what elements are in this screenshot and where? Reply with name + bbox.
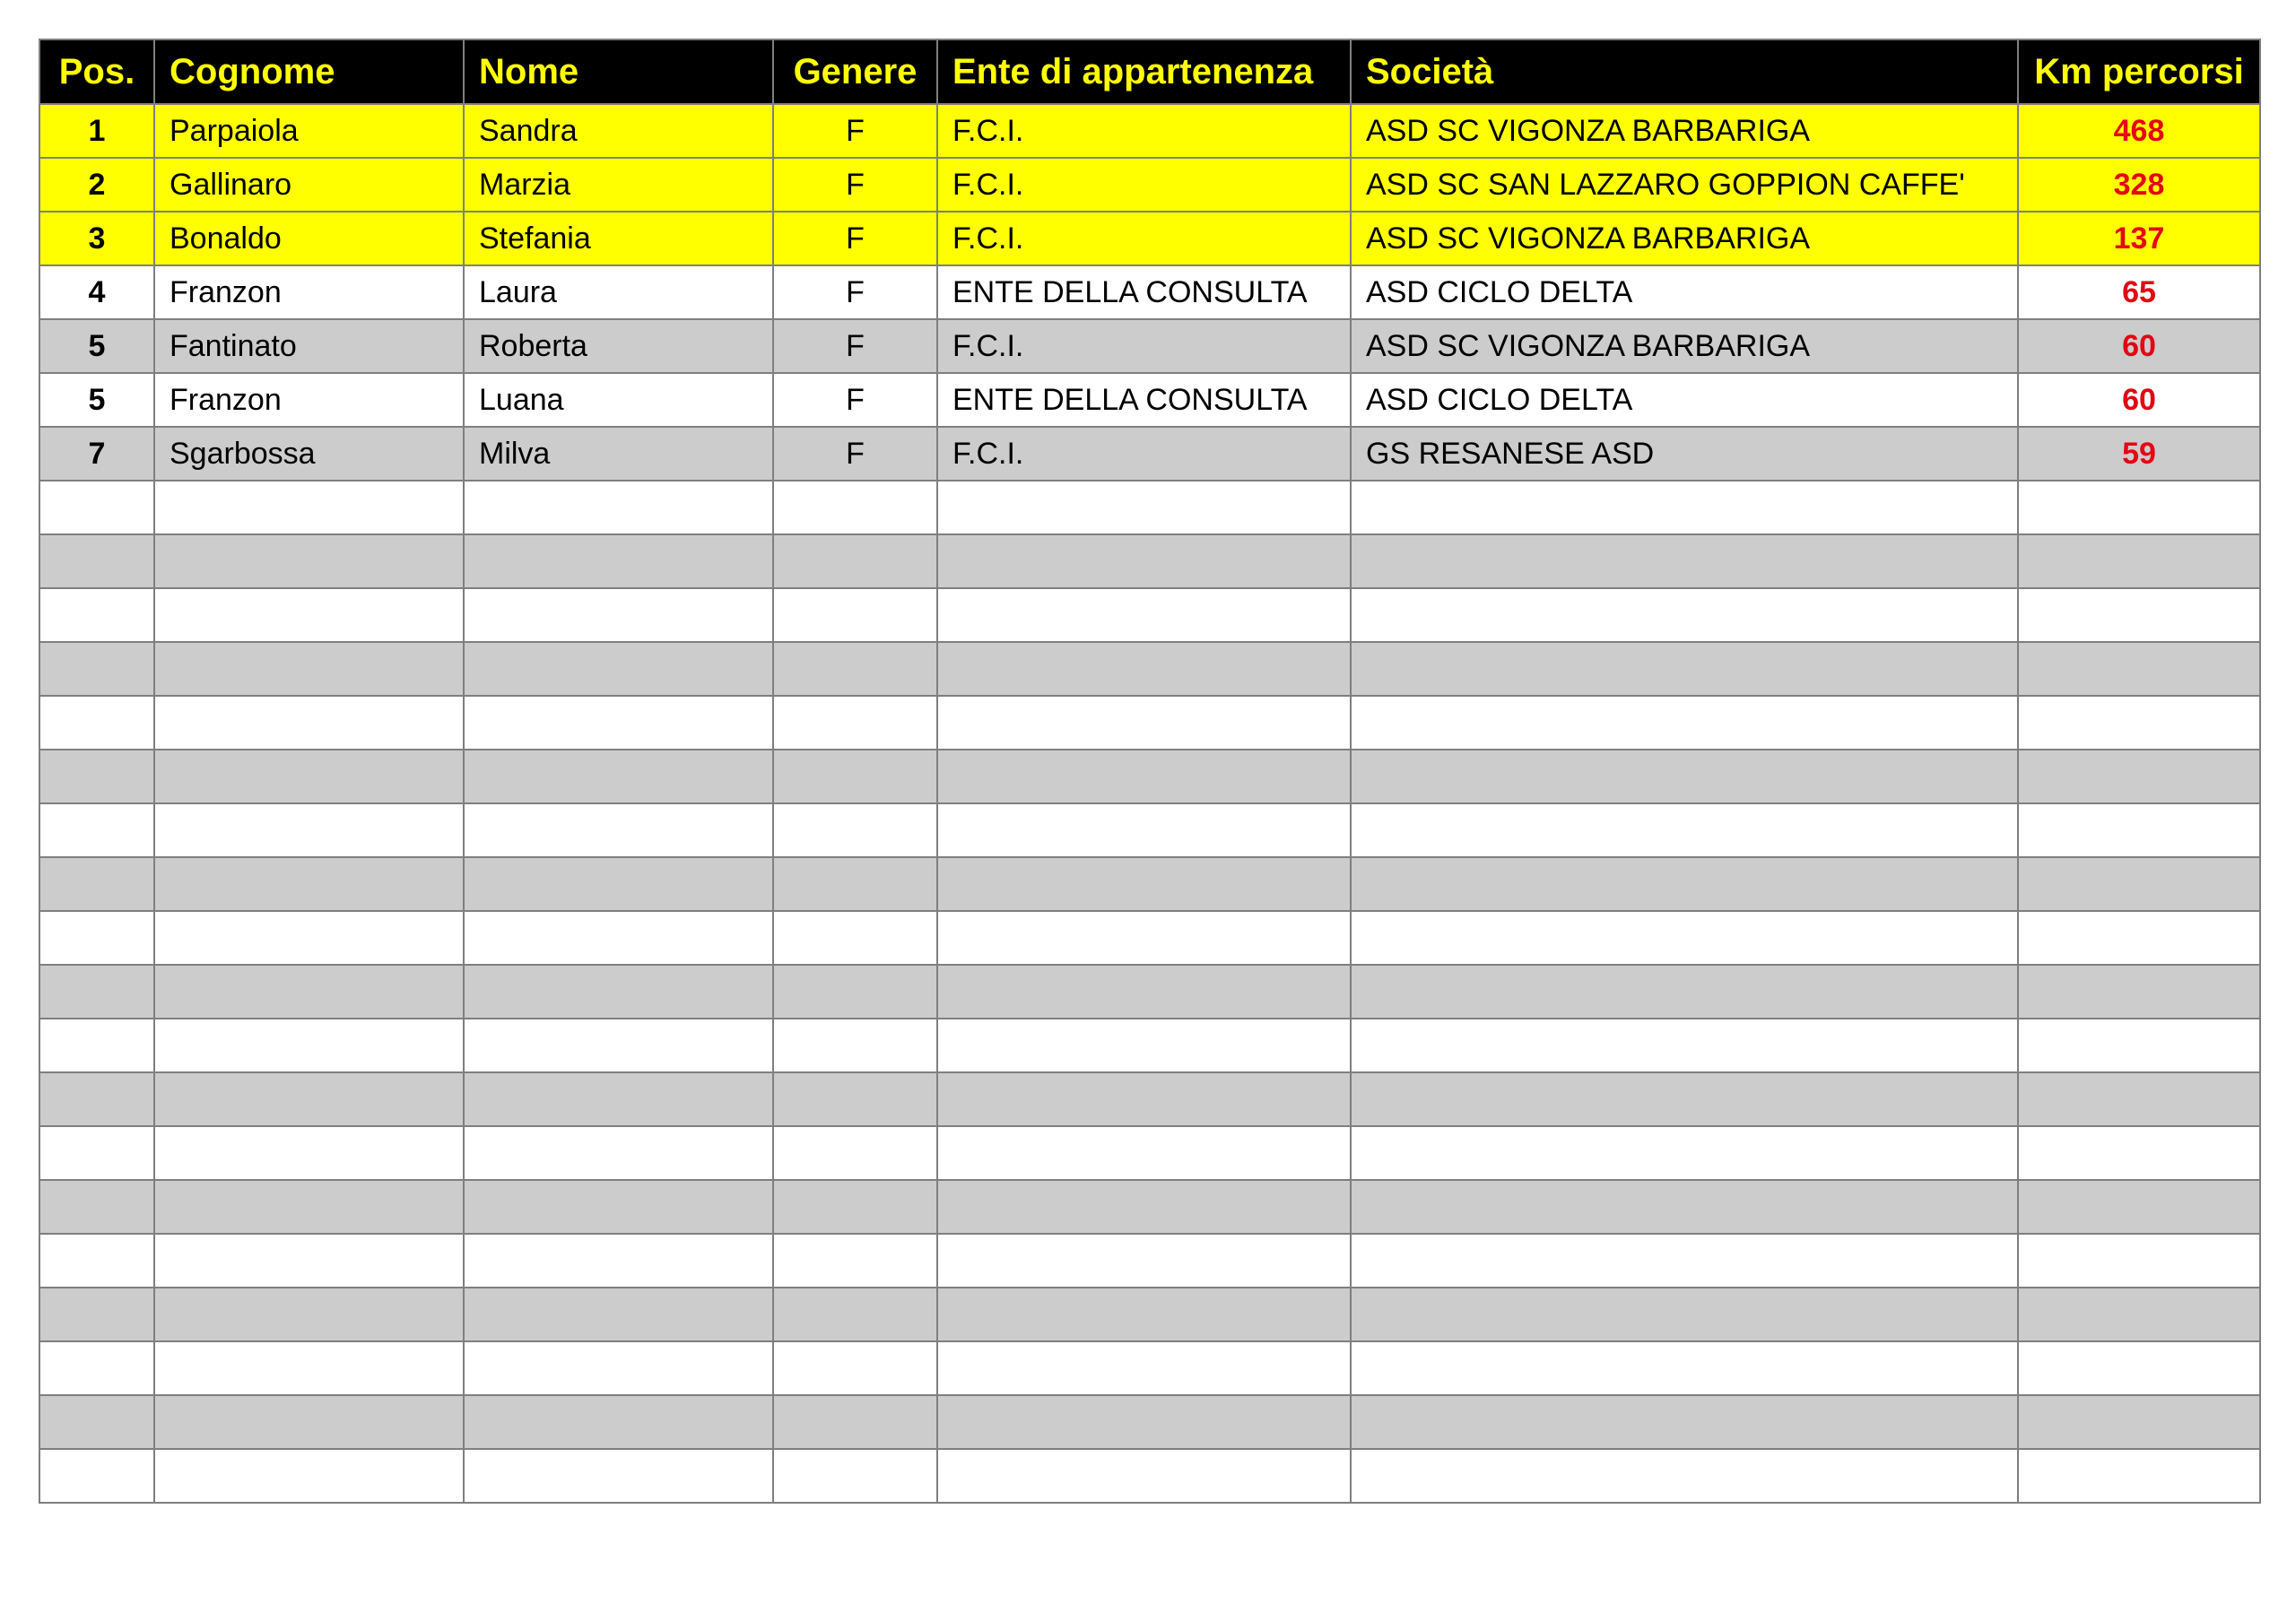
cell-nome [464,1126,773,1180]
cell-nome: Sandra [464,104,773,158]
table-row [39,965,2260,1019]
classifica-table [39,39,2261,1504]
cell-societa [1351,696,2018,750]
table-row [39,265,2260,319]
cell-pos [39,696,154,750]
cell-nome: Stefania [464,212,773,265]
cell-societa [1351,803,2018,857]
header-pos: Pos. [39,39,154,104]
cell-pos [39,1395,154,1449]
cell-societa [1351,911,2018,965]
cell-ente: ENTE DELLA CONSULTA [937,373,1351,427]
cell-nome [464,1234,773,1288]
cell-nome [464,750,773,803]
cell-ente [937,642,1351,696]
cell-cognome: Bonaldo [154,212,464,265]
cell-societa: ASD CICLO DELTA [1351,265,2018,319]
cell-pos [39,1019,154,1072]
cell-pos [39,1126,154,1180]
cell-nome [464,965,773,1019]
cell-cognome [154,1019,464,1072]
cell-km [2018,1395,2260,1449]
cell-pos [39,1072,154,1126]
cell-pos [39,588,154,642]
header-ente: Ente di appartenenza [937,39,1351,104]
cell-ente [937,1288,1351,1341]
cell-genere [773,750,937,803]
cell-societa [1351,1449,2018,1503]
cell-societa [1351,588,2018,642]
cell-societa [1351,642,2018,696]
cell-nome [464,1395,773,1449]
cell-ente [937,1395,1351,1449]
header-genere: Genere [773,39,937,104]
cell-km [2018,534,2260,588]
table-row [39,911,2260,965]
cell-km: 59 [2018,427,2260,481]
cell-ente [937,1449,1351,1503]
cell-km [2018,642,2260,696]
cell-km [2018,696,2260,750]
cell-cognome: Fantinato [154,319,464,373]
cell-pos [39,534,154,588]
cell-ente: F.C.I. [937,319,1351,373]
cell-nome [464,1288,773,1341]
cell-genere [773,696,937,750]
cell-km [2018,1126,2260,1180]
cell-km [2018,1072,2260,1126]
cell-ente [937,965,1351,1019]
cell-genere [773,1341,937,1395]
cell-ente [937,696,1351,750]
cell-pos: 5 [39,319,154,373]
table-row [39,642,2260,696]
header-row [39,39,2260,104]
cell-genere [773,1449,937,1503]
cell-cognome [154,696,464,750]
cell-genere [773,642,937,696]
cell-nome [464,1019,773,1072]
cell-societa [1351,481,2018,534]
cell-nome: Roberta [464,319,773,373]
table-row [39,803,2260,857]
cell-nome [464,857,773,911]
cell-km [2018,1449,2260,1503]
cell-cognome [154,1180,464,1234]
cell-ente [937,534,1351,588]
cell-pos: 1 [39,104,154,158]
cell-ente [937,481,1351,534]
cell-cognome [154,857,464,911]
cell-km [2018,1288,2260,1341]
cell-km: 60 [2018,373,2260,427]
table-row [39,158,2260,212]
cell-nome [464,481,773,534]
cell-pos [39,1341,154,1395]
cell-ente [937,1180,1351,1234]
cell-km [2018,1234,2260,1288]
cell-genere: F [773,212,937,265]
cell-societa [1351,1019,2018,1072]
cell-societa [1351,1288,2018,1341]
table-row [39,427,2260,481]
cell-genere [773,803,937,857]
table-row [39,534,2260,588]
table-row [39,1072,2260,1126]
cell-km [2018,911,2260,965]
cell-ente [937,750,1351,803]
cell-societa [1351,1234,2018,1288]
cell-societa [1351,857,2018,911]
cell-cognome [154,1234,464,1288]
cell-nome: Laura [464,265,773,319]
table-row [39,1180,2260,1234]
cell-pos [39,750,154,803]
cell-nome [464,1180,773,1234]
cell-nome [464,803,773,857]
cell-pos [39,803,154,857]
cell-pos [39,1288,154,1341]
cell-cognome [154,1395,464,1449]
cell-societa [1351,1180,2018,1234]
cell-genere: F [773,427,937,481]
header-societa: Società [1351,39,2018,104]
cell-pos [39,965,154,1019]
cell-cognome: Franzon [154,373,464,427]
cell-pos: 4 [39,265,154,319]
table-row [39,750,2260,803]
table-row [39,104,2260,158]
cell-pos [39,642,154,696]
cell-nome [464,588,773,642]
cell-cognome [154,1126,464,1180]
cell-nome: Luana [464,373,773,427]
cell-genere [773,1288,937,1341]
cell-pos: 5 [39,373,154,427]
cell-cognome [154,1288,464,1341]
cell-societa: ASD SC VIGONZA BARBARIGA [1351,212,2018,265]
cell-km [2018,1341,2260,1395]
cell-pos: 2 [39,158,154,212]
cell-nome [464,1449,773,1503]
cell-genere [773,1072,937,1126]
cell-societa [1351,1072,2018,1126]
cell-nome: Marzia [464,158,773,212]
table-row [39,1395,2260,1449]
table-row [39,857,2260,911]
cell-genere [773,1126,937,1180]
cell-cognome [154,803,464,857]
cell-km: 468 [2018,104,2260,158]
cell-nome [464,642,773,696]
cell-km [2018,1019,2260,1072]
cell-ente [937,1126,1351,1180]
table-row [39,588,2260,642]
cell-cognome [154,481,464,534]
cell-ente [937,1341,1351,1395]
cell-pos [39,911,154,965]
cell-ente [937,1019,1351,1072]
cell-cognome [154,1072,464,1126]
cell-nome [464,911,773,965]
cell-ente [937,1234,1351,1288]
cell-cognome [154,534,464,588]
table-row [39,1341,2260,1395]
cell-km [2018,965,2260,1019]
cell-pos [39,481,154,534]
cell-societa [1351,965,2018,1019]
cell-cognome [154,588,464,642]
cell-pos: 7 [39,427,154,481]
table-row [39,373,2260,427]
cell-ente: F.C.I. [937,427,1351,481]
cell-genere: F [773,373,937,427]
cell-km [2018,750,2260,803]
table-row [39,212,2260,265]
cell-cognome: Parpaiola [154,104,464,158]
cell-genere [773,1234,937,1288]
cell-cognome: Franzon [154,265,464,319]
cell-ente: F.C.I. [937,212,1351,265]
cell-societa [1351,750,2018,803]
cell-societa: ASD SC SAN LAZZARO GOPPION CAFFE' [1351,158,2018,212]
cell-pos [39,1234,154,1288]
cell-societa [1351,1126,2018,1180]
header-km: Km percorsi [2018,39,2260,104]
cell-genere [773,534,937,588]
header-cognome: Cognome [154,39,464,104]
cell-ente: F.C.I. [937,104,1351,158]
cell-nome [464,1072,773,1126]
cell-nome [464,696,773,750]
cell-ente: F.C.I. [937,158,1351,212]
cell-societa [1351,1395,2018,1449]
cell-pos [39,857,154,911]
table-row [39,1234,2260,1288]
cell-nome: Milva [464,427,773,481]
cell-ente [937,911,1351,965]
cell-ente [937,857,1351,911]
cell-societa: ASD SC VIGONZA BARBARIGA [1351,319,2018,373]
cell-cognome [154,750,464,803]
cell-genere [773,911,937,965]
cell-cognome [154,965,464,1019]
table-row [39,1288,2260,1341]
cell-cognome [154,911,464,965]
cell-genere: F [773,265,937,319]
cell-km [2018,803,2260,857]
cell-genere [773,1019,937,1072]
cell-km: 65 [2018,265,2260,319]
cell-genere [773,1180,937,1234]
cell-nome [464,534,773,588]
cell-genere [773,965,937,1019]
cell-genere [773,857,937,911]
cell-km: 60 [2018,319,2260,373]
cell-societa: GS RESANESE ASD [1351,427,2018,481]
cell-km: 137 [2018,212,2260,265]
cell-ente [937,1072,1351,1126]
cell-km [2018,588,2260,642]
cell-ente: ENTE DELLA CONSULTA [937,265,1351,319]
cell-cognome: Gallinaro [154,158,464,212]
cell-km [2018,1180,2260,1234]
header-nome: Nome [464,39,773,104]
cell-pos [39,1180,154,1234]
cell-pos: 3 [39,212,154,265]
cell-cognome [154,642,464,696]
cell-ente [937,803,1351,857]
cell-pos [39,1449,154,1503]
cell-societa [1351,1341,2018,1395]
cell-cognome [154,1341,464,1395]
cell-cognome [154,1449,464,1503]
table-row [39,319,2260,373]
cell-ente [937,588,1351,642]
cell-cognome: Sgarbossa [154,427,464,481]
cell-km [2018,481,2260,534]
table-row [39,696,2260,750]
table-row [39,1449,2260,1503]
cell-km [2018,857,2260,911]
cell-genere: F [773,158,937,212]
cell-societa [1351,534,2018,588]
table-row [39,1019,2260,1072]
cell-genere [773,481,937,534]
cell-nome [464,1341,773,1395]
table-row [39,481,2260,534]
table-body [39,104,2260,1503]
cell-genere: F [773,104,937,158]
cell-societa: ASD SC VIGONZA BARBARIGA [1351,104,2018,158]
table-row [39,1126,2260,1180]
cell-km: 328 [2018,158,2260,212]
cell-genere: F [773,319,937,373]
cell-genere [773,588,937,642]
cell-genere [773,1395,937,1449]
cell-societa: ASD CICLO DELTA [1351,373,2018,427]
